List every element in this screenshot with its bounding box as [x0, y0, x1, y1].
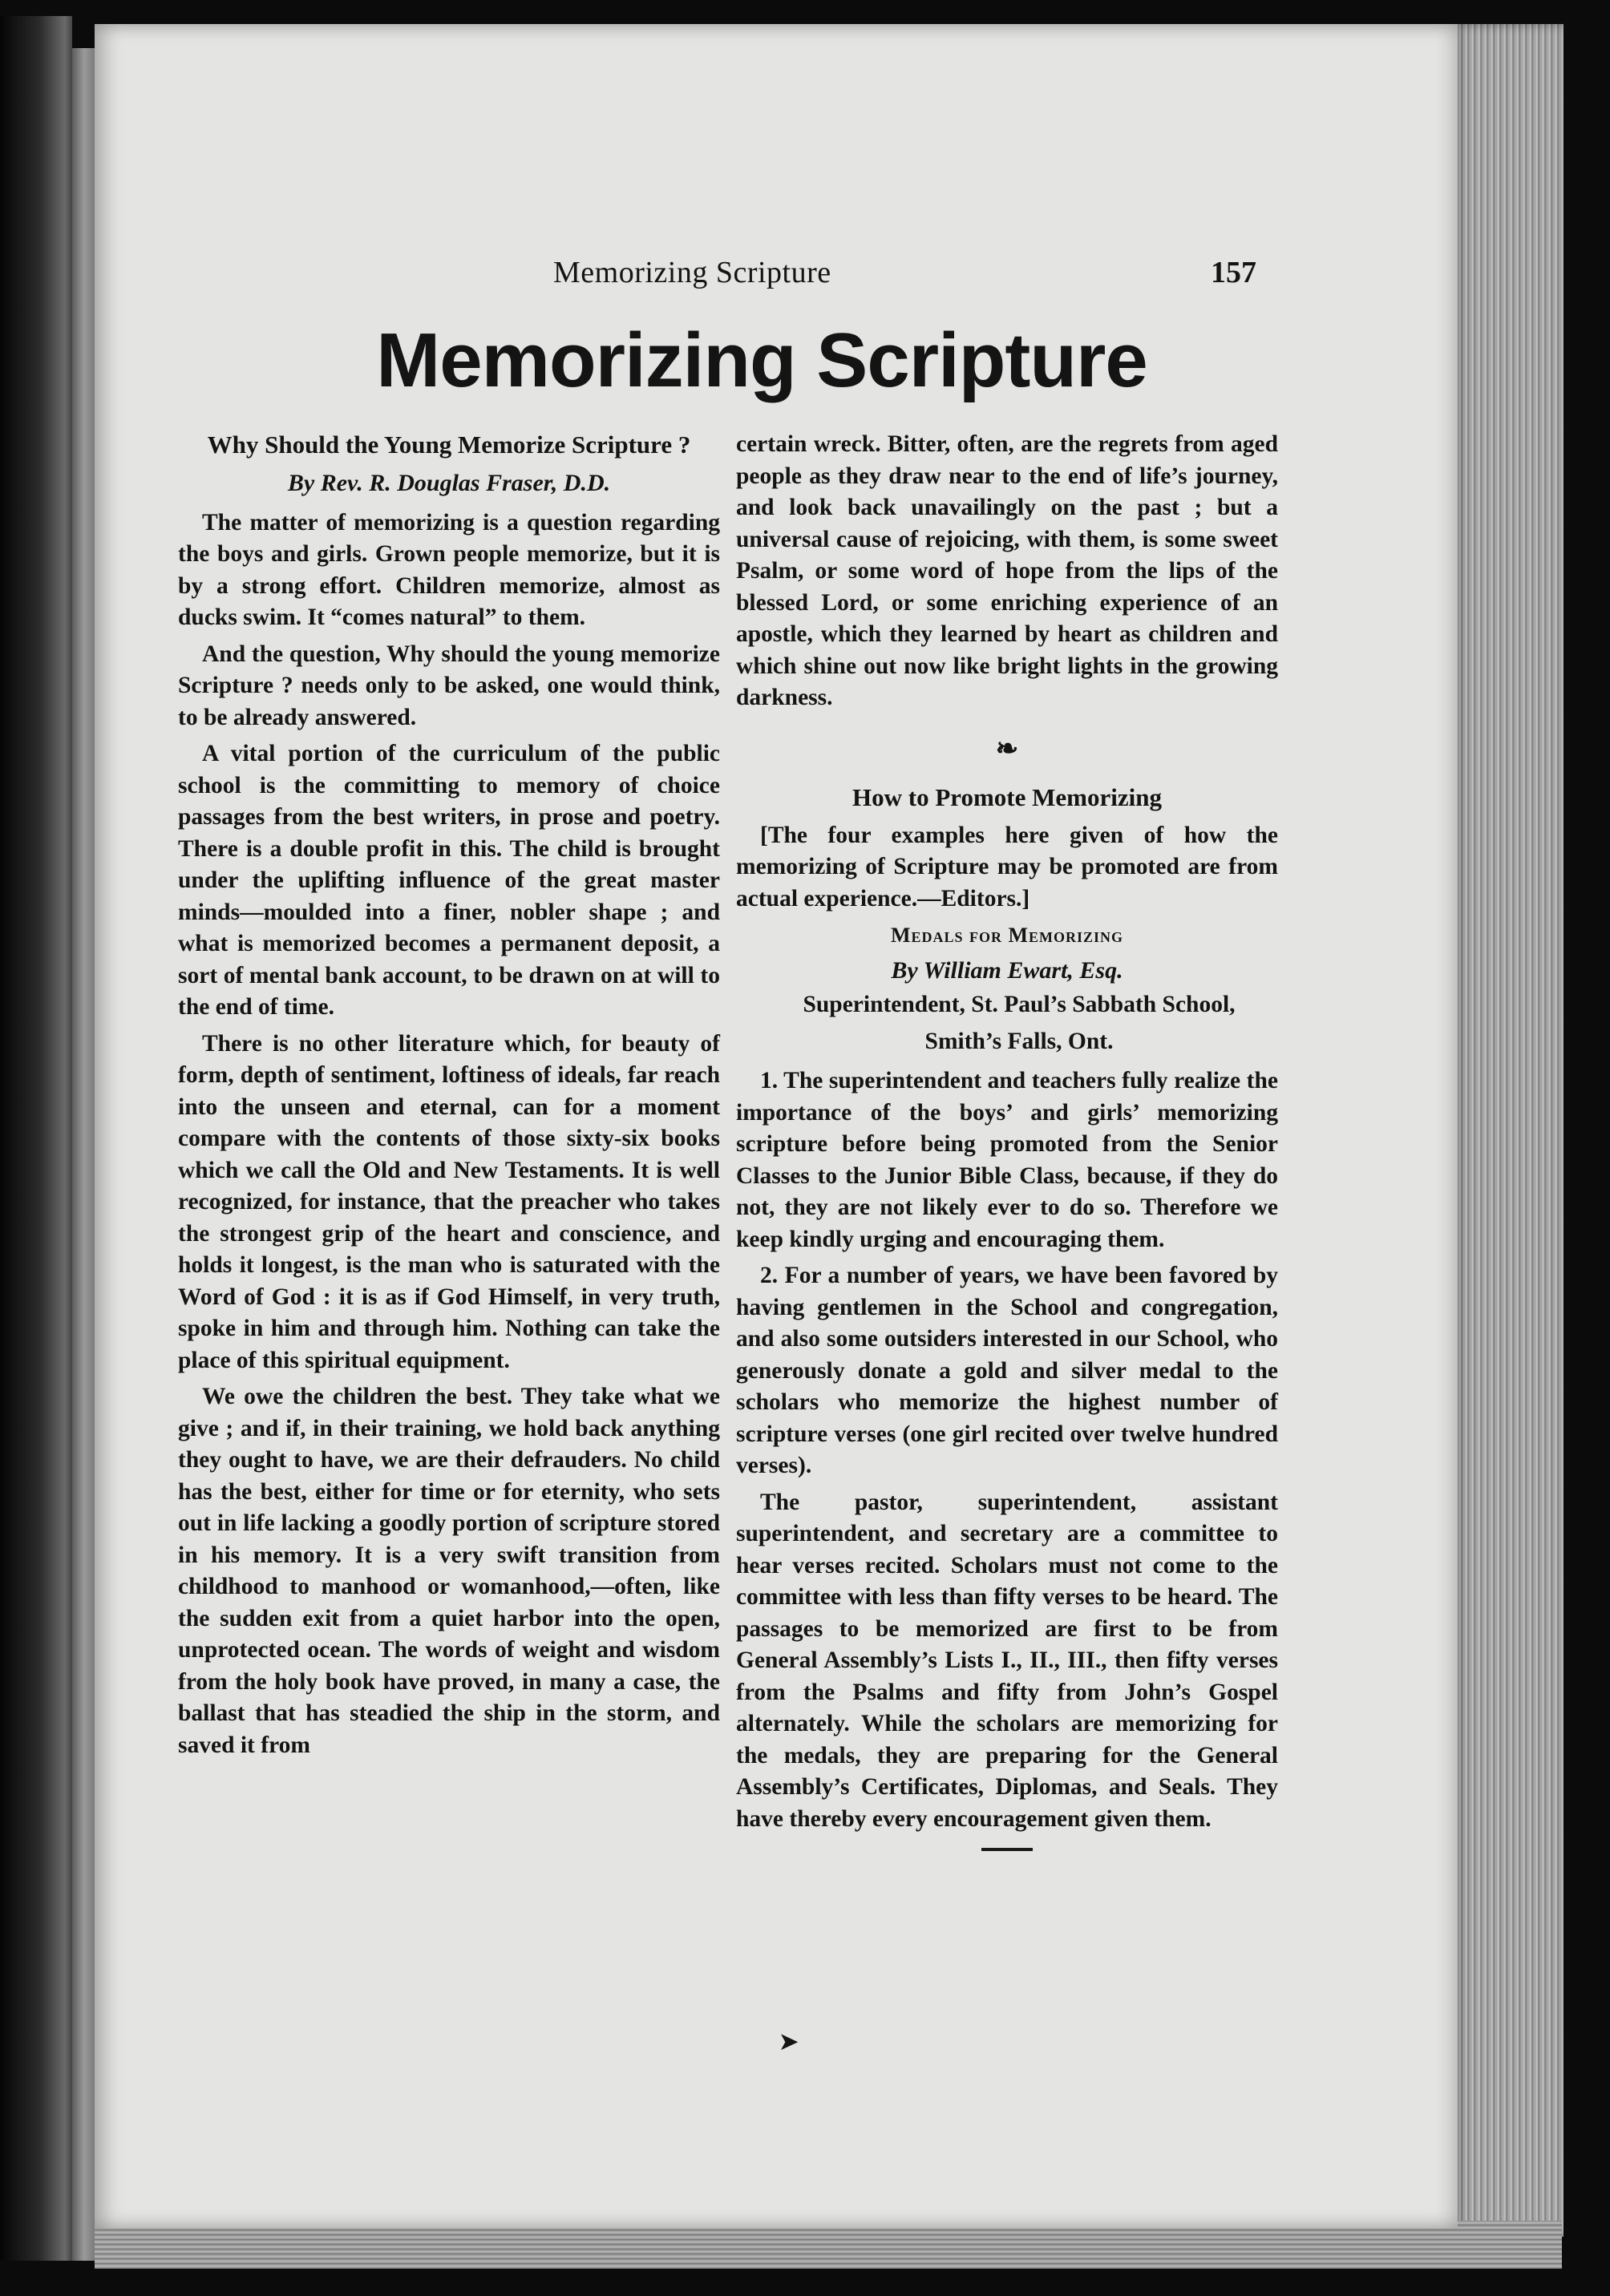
paragraph: There is no other literature which, for beauty of form, depth of sentiment, loftiness of ideals, far reach into the unseen and eternal, can for a moment compare with the contents of those sixty-six books which we call the Old and New Testaments. It is well recognized, for instance, that the preacher who takes the strongest grip of the heart and conscience, and holds it longest, is the man who is saturated with the Word of God : it is as if God Himself, in very truth, spoke in him and through him. Nothing can take the place of this spiritual equipment.: [178, 1030, 720, 1373]
editors-note: [The four examples here given of how the memorizing of Scripture may be promoted are from actual experience.—Editors.]: [736, 822, 1278, 912]
end-rule: [981, 1848, 1033, 1851]
page-number: 157: [1211, 256, 1256, 289]
paragraph: 2. For a number of years, we have been favored by having gentlemen in the School and congregation, and also some outsiders interested in our School, who generously donate a gold and silver medal to the scholars who memorize the highest number of scripture verses (one girl recited over twelve hundred verses).: [736, 1263, 1278, 1478]
author-byline-fraser: By Rev. R. Douglas Fraser, D.D.: [287, 470, 611, 496]
affiliation-line: Superintendent, St. Paul’s Sabbath School,: [803, 992, 1236, 1017]
paragraph: The pastor, superintendent, assistant superintendent, and secretary are a committee to hear verses recited. Scholars must not come to the committee with less than fifty verses to be heard. The passages to be memorized are first to be from General Assembly’s Lists I., II., III., then fifty verses from the Psalms and fifty from John’s Gospel alternately. While the scholars are memorizing for the medals, they are preparing for the General Assembly’s Certificates, Diplomas, and Seals. They have thereby every encouragement given them.: [736, 1489, 1278, 1832]
page-stack-edge-right: [1451, 24, 1563, 2237]
author-byline-ewart: By William Ewart, Esq.: [891, 956, 1123, 984]
affiliation-line: Smith’s Falls, Ont.: [924, 1028, 1114, 1054]
paragraph: We owe the children the best. They take what we give ; and if, in their training, we hold back anything they ought to have, we are their defrauders. No child has the best, either for time or for eternity, who sets out in life lacking a goodly portion of scripture stored in his memory. It is a very swift transition from childhood to manhood or womanhood,—often, like the sudden exit from a quiet harbor into the open, unprotected ocean. The words of weight and wisdom from the holy book have proved, in many a case, the ballast that has steadied the ship in the storm, and saved it from: [178, 1384, 720, 1758]
paragraph: And the question, Why should the young memorize Scripture ? needs only to be asked, one would think, to be already answered.: [178, 641, 720, 730]
printer-mark: ➤: [779, 2030, 799, 2055]
right-column: [736, 429, 1278, 1851]
paragraph: 1. The superintendent and teachers fully realize the importance of the boys’ and girls’ memorizing scripture before being promoted from the Senior Classes to the Junior Bible Class, because, if they do not, they are not likely ever to do so. Therefore we keep kindly urging and encouraging them.: [736, 1068, 1278, 1252]
subheading-medals: Medals for Memorizing: [890, 924, 1124, 947]
section-heading-why: Why Should the Young Memorize Scripture ?: [207, 430, 691, 459]
article-title: Memorizing Scripture: [376, 317, 1147, 403]
book-gutter: [72, 48, 96, 2261]
left-column: [178, 429, 720, 1766]
fleuron-ornament: ❧: [995, 734, 1019, 764]
paragraph: The matter of memorizing is a question regarding the boys and girls. Grown people memorize, but it is by a strong effort. Children memorize, almost as ducks swim. It “comes natural” to them.: [178, 509, 720, 630]
section-heading-how: How to Promote Memorizing: [852, 782, 1162, 811]
continued-paragraph: certain wreck. Bitter, often, are the regrets from aged people as they draw near to the end of life’s journey, and look back unavailingly on the past ; but a universal cause of rejoicing, with them, is some sweet Psalm, or some word of hope from the lips of the blessed Lord, or some enriching experience of an apostle, which they learned by heart as children and which shine out now like bright lights in the growing darkness.: [736, 431, 1278, 710]
running-head: Memorizing Scripture: [553, 256, 831, 289]
paragraph: A vital portion of the curriculum of the public school is the committing to memory of choice passages from the best writers, in prose and poetry. There is a double profit in this. The child is brought under the uplifting influence of the great master minds—moulded into a finer, nobler shape ; and what is memorized becomes a permanent deposit, a sort of mental bank account, to be drawn on at will to the end of time.: [178, 741, 720, 1020]
facing-page-edge: [0, 16, 72, 2261]
